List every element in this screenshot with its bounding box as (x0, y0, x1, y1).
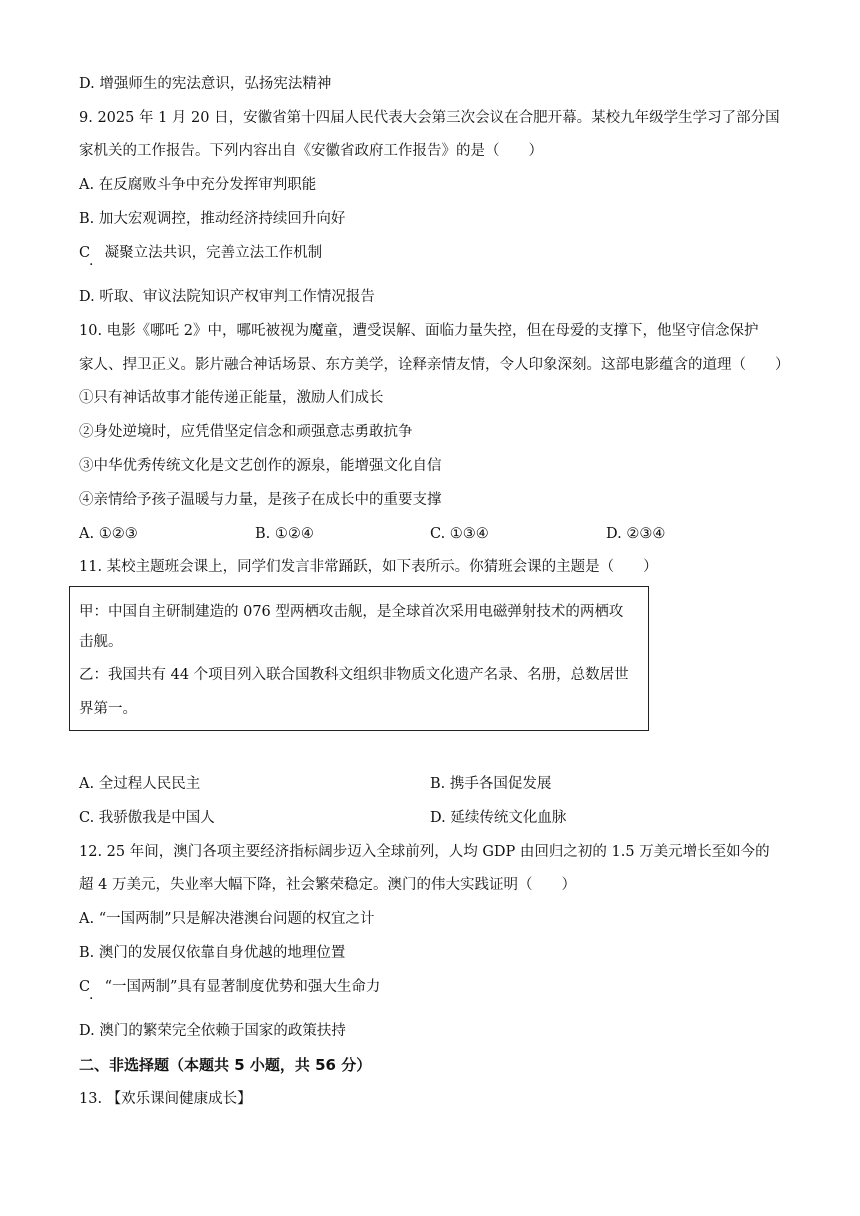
q10-statement-3: ③中华优秀传统文化是文艺创作的源泉，能增强文化自信 (79, 458, 442, 474)
prev-option-d: D. 增强师生的宪法意识，弘扬宪法精神 (79, 76, 332, 92)
q10-stem-line2: 家人、捍卫正义。影片融合神话场景、东方美学，诠释亲情友情，令人印象深刻。这部电影蕴含的道理（ ） (79, 357, 790, 373)
q10-statement-4: ④亲情给予孩子温暖与力量，是孩子在成长中的重要支撑 (79, 492, 442, 508)
q12-stem-line2: 超 4 万美元，失业率大幅下降，社会繁荣稳定。澳门的伟大实践证明（ ） (79, 877, 576, 893)
q11-option-b: B. 携手各国促发展 (430, 776, 552, 792)
section2-heading: 二、非选择题（本题共 5 小题，共 56 分） (79, 1056, 372, 1074)
q9-option-a: A. 在反腐败斗争中充分发挥审判职能 (79, 177, 317, 193)
q9-option-d: D. 听取、审议法院知识产权审判工作情况报告 (79, 289, 375, 305)
q11-option-c: C. 我骄傲我是中国人 (79, 810, 215, 826)
q12-option-d: D. 澳门的繁荣完全依赖于国家的政策扶持 (79, 1023, 346, 1039)
q12-option-c: C “一国两制”具有显著制度优势和强大生命力 (79, 979, 381, 995)
q10-option-d: D. ②③④ (606, 526, 666, 542)
q12-option-b: B. 澳门的发展仅依靠自身优越的地理位置 (79, 945, 346, 961)
q10-option-b: B. ①②④ (255, 526, 314, 542)
q10-option-a: A. ①②③ (79, 526, 138, 542)
q11-box-line1: 甲：中国自主研制建造的 076 型两栖攻击舰，是全球首次采用电磁弹射技术的两栖攻 (79, 604, 624, 620)
q11-box-line4: 界第一。 (79, 701, 137, 717)
q9-stem-line2: 家机关的工作报告。下列内容出自《安徽省政府工作报告》的是（ ） (79, 143, 543, 159)
q10-statement-1: ①只有神话故事才能传递正能量，激励人们成长 (79, 390, 384, 406)
q11-option-a: A. 全过程人民民主 (79, 776, 201, 792)
q10-option-c: C. ①③④ (430, 526, 489, 542)
q12-option-c-dot: · (89, 991, 94, 1007)
q11-option-d: D. 延续传统文化血脉 (430, 810, 567, 826)
q9-option-c-dot: · (89, 257, 94, 273)
q10-statement-2: ②身处逆境时，应凭借坚定信念和顽强意志勇敢抗争 (79, 424, 413, 440)
q11-box-line2: 击舰。 (79, 634, 123, 650)
q9-option-b: B. 加大宏观调控，推动经济持续回升向好 (79, 211, 346, 227)
q10-stem-line1: 10. 电影《哪吒 2》中，哪吒被视为魔童，遭受误解、面临力量失控，但在母爱的支撑下，他坚守信念保护 (79, 323, 759, 339)
q12-stem-line1: 12. 25 年间，澳门各项主要经济指标阔步迈入全球前列，人均 GDP 由回归之初的 1.5 万美元增长至如今的 (79, 844, 770, 860)
q9-stem-line1: 9. 2025 年 1 月 20 日，安徽省第十四届人民代表大会第三次会议在合肥开幕。某校九年级学生学习了部分国 (79, 110, 780, 126)
q9-option-c: C 凝聚立法共识，完善立法工作机制 (79, 245, 323, 261)
q12-option-a: A. “一国两制”只是解决港澳台问题的权宜之计 (79, 911, 375, 927)
q11-stem: 11. 某校主题班会课上，同学们发言非常踊跃，如下表所示。你猜班会课的主题是（ ） (79, 559, 658, 575)
q13-title: 13. 【欢乐课间健康成长】 (79, 1091, 252, 1107)
q11-box-line3: 乙：我国共有 44 个项目列入联合国教科文组织非物质文化遗产名录、名册，总数居世 (79, 667, 629, 683)
